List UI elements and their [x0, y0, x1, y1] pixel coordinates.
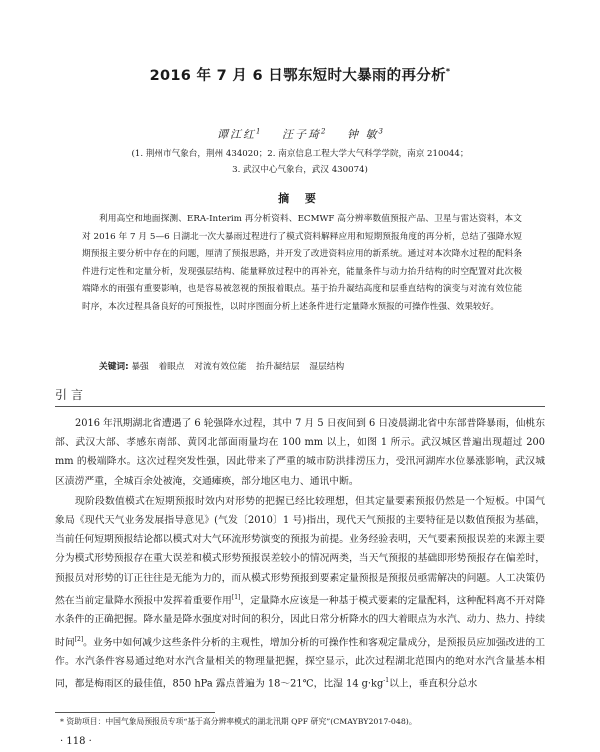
- affiliation-line: 3. 武汉中心气象台，武汉 430074): [232, 165, 368, 175]
- keyword: 着眼点: [158, 362, 185, 372]
- citation-ref: [1]: [231, 593, 241, 601]
- affiliation-line: (1. 荆州市气象台，荆州 434020；2. 南京信息工程大学大气科学学院，南京 210044；: [131, 149, 469, 159]
- title-footnote-mark: *: [445, 67, 451, 77]
- abstract-text: 利用高空和地面探测、ERA-Interim 再分析资料、ECMWF 高分辨率数值预报产品、卫星与雷达资料，本文对 2016 年 7 月 5—6 日湖北一次大暴雨过程进行了模式资料解释应用和短期预报角度的再分析，总结了强降水短期预报主要分析中存在的问题，厘清了预报思路，并开发了改进资料应用的新系统。通过对本次降水过程的配料条件进行定性和定量分析，发现强层结构、能量释放过程中的再补充，能量条件与动力抬升结构的时空配置对此次极端降水的雨强有重要影响，也是容易被忽视的预报着眼点。基于抬升凝结高度和层垂直结构的演变与对流有效位能时序，本次过程具备良好的可预报性，以时序图面分析上述条件进行定量降水预报的可操作性强、效果较好。: [82, 214, 522, 312]
- page-number: · 118 ·: [60, 736, 92, 747]
- funding-footnote: * 资助项目：中国气象局预报员专项“基于高分辨率模式的湖北汛期 QPF 研究”(CMAYBY2017-048)。: [60, 717, 417, 726]
- keywords: [99, 360, 519, 374]
- abstract-heading: 摘 要: [278, 192, 322, 205]
- author: [217, 128, 260, 141]
- author-name: 钟 敏: [346, 128, 379, 141]
- keyword: 对流有效位能: [194, 362, 247, 372]
- keywords-label: 关键词:: [99, 362, 129, 372]
- keyword: 抬升凝结层: [256, 362, 300, 372]
- paragraph-segment: ，定量降水应该是一种基于模式要素的定量配料，这种配料离不开对降水条件的正确把握。降水量是降水强度对时间的积分，因此日常分析降水的四大着眼点为水汽、动力、热力、持续时间: [55, 595, 546, 648]
- paper-title: [0, 64, 600, 85]
- keyword: 暴强: [131, 362, 149, 372]
- author-affil-mark: 1: [256, 127, 261, 136]
- author-affil-mark: 2: [321, 127, 326, 136]
- section-divider: [55, 406, 545, 407]
- unit-exponent: -1: [383, 677, 390, 685]
- paragraph-segment: 。业务中如何减少这些条件分析的主观性，增加分析的可操作性和客观定量成分，是预报员应加强改进的工作。水汽条件容易通过绝对水汽含量相关的物理量把握，探空显示，此次过程湖北范围内的绝对水汽含量基本相同，都是梅雨区的最佳值，850 hPa 露点普遍为 18～21℃，比湿 14 g·kg: [55, 636, 546, 690]
- affiliations: [70, 146, 530, 178]
- body-text: [55, 414, 545, 694]
- author-name: 谭江红: [217, 128, 257, 141]
- paragraph-segment: 以上，垂直积分总水: [389, 678, 478, 690]
- author: [347, 128, 383, 141]
- title-text: 2016 年 7 月 6 日鄂东短时大暴雨的再分析: [149, 68, 446, 84]
- author: [282, 128, 325, 141]
- body-paragraph: [55, 492, 545, 694]
- author-name: 汪子琦: [282, 128, 322, 141]
- citation-ref: [2]: [74, 635, 84, 643]
- author-affil-mark: 3: [378, 127, 383, 136]
- section-heading-introduction: 引言: [55, 388, 88, 402]
- keyword: 湿层结构: [309, 362, 345, 372]
- author-list: [0, 126, 600, 142]
- paragraph-segment: 现阶段数值模式在短期预报时效内对形势的把握已经比较理想，但其定量要素预报仍然是一个短板。中国气象局《现代天气业务发展指导意见》(气发〔2010〕1 号)指出，现代天气预报的主要特征是以数值预报为基础，当前任何短期预报结论都以模式对大气环流形势演变的预报为前提。业务经验表明，天气要素预报误差的来源主要分为模式形势预报存在重大误差和模式形势预报误差较小的情况两类，当天气预报的基础即形势预报存在偏差时，预报员对形势的订正往往是无能为力的，而从模式形势预报到要素定量预报是预报员亟需解决的问题。人工决策仍然在当前定量降水预报中发挥着重要作用: [55, 495, 545, 607]
- body-paragraph: 2016 年汛期湖北省遭遇了 6 轮强降水过程，其中 7 月 5 日夜间到 6 日凌晨湖北省中东部普降暴雨，仙桃东部、武汉大部、孝感东南部、黄冈北部面雨量均在 100 mm 以上，如图 1 所示。武汉城区普遍出现超过 200 mm 的极端降水。这次过程突发性强，因此带来了严重的城市防洪排涝压力，受汛河湖库水位暴涨影响，武汉城区渍涝严重，全城百余处被淹，交通瘫痪，部分地区电力、通讯中断。: [55, 418, 545, 487]
- footnote-divider: [55, 712, 215, 713]
